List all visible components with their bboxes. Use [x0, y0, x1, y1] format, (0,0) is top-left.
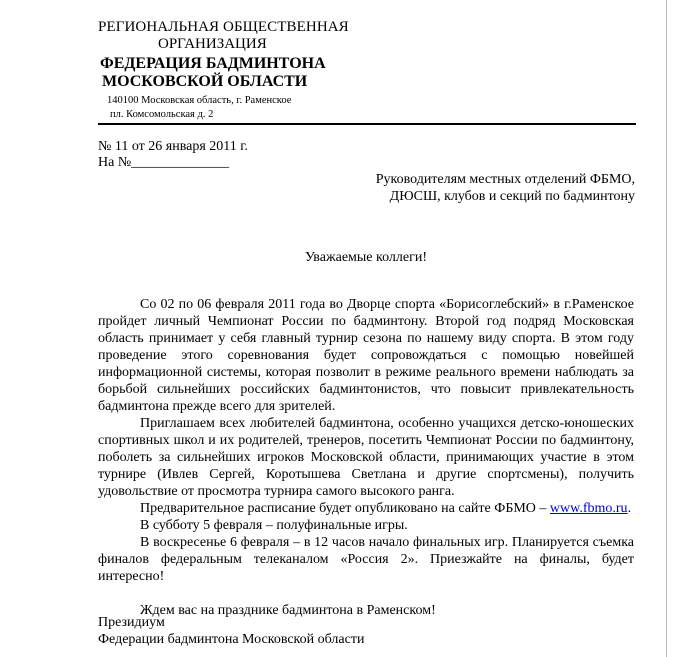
paragraph-2: Приглашаем всех любителей бадминтона, особенно учащихся детско-юношеских спортивных школ и их родителей, тренеров, посетить Чемпионат России по бадминтону, поболеть за сильнейших игроков Московской области, принимающих участие в этом турнире (Ивлев Сергей, Коротышева Светлана и другие спортсмены), получить удовольствие от просмотра турнира самого высокого ранга.: [98, 416, 634, 499]
org-name-line1: РЕГИОНАЛЬНАЯ ОБЩЕСТВЕННАЯ: [98, 19, 349, 35]
greeting: Уважаемые коллеги!: [304, 250, 428, 265]
signature-line2: Федерации бадминтона Московской области: [98, 632, 365, 647]
paragraph-5: В воскресенье 6 февраля – в 12 часов начало финальных игр. Планируется съемка финалов федеральным телеканалом «Россия 2». Приезжайте на финалы, будет интересно!: [98, 535, 634, 584]
paragraph-1: Со 02 по 06 февраля 2011 года во Дворце спорта «Борисоглебский» в г.Раменское пройдет личный Чемпионат России по бадминтону. Второй год подряд Московская область принимает у себя главный турнир сезона по нашему виду спорта. В этом году проведение этого соревнования будет сопровождаться с помощью новейшей информационной системы, которая позволит в режиме реального времени наблюдать за борьбой сильнейших российских бадминтонистов, что повысит привлекательность бадминтона прежде всего для зрителей.: [98, 297, 634, 414]
paragraph-3-end: .: [627, 501, 632, 516]
paragraph-3: [98, 500, 634, 517]
spacer: [98, 585, 634, 602]
page-edge: [666, 0, 667, 657]
federation-name-line1: ФЕДЕРАЦИЯ БАДМИНТОНА: [100, 55, 326, 72]
address-line2: пл. Комсомольская д. 2: [110, 109, 214, 120]
reference-number: На №______________: [98, 155, 230, 170]
letter-body: [98, 296, 634, 619]
address-line1: 140100 Московская область, г. Раменское: [107, 95, 292, 106]
document-reference: [98, 139, 248, 171]
page-margin: [667, 0, 682, 657]
paragraph-6: Ждем вас на празднике бадминтона в Раменском!: [140, 603, 436, 618]
website-link[interactable]: www.fbmo.ru: [549, 501, 628, 516]
signature-line1: Президиум: [98, 615, 165, 630]
addressee-block: [376, 171, 635, 205]
addressee-line1: Руководителям местных отделений ФБМО,: [375, 172, 635, 187]
paragraph-4: В субботу 5 февраля – полуфинальные игры.: [140, 518, 408, 533]
addressee-line2: ДЮСШ, клубов и секций по бадминтону: [389, 189, 635, 204]
letterhead: [98, 19, 398, 121]
document-number: № 11 от 26 января 2011 г.: [98, 139, 248, 154]
paragraph-3-text: Предварительное расписание будет опубликовано на сайте ФБМО –: [140, 501, 550, 516]
org-name-line2: ОРГАНИЗАЦИЯ: [158, 36, 267, 52]
federation-name-line2: МОСКОВСКОЙ ОБЛАСТИ: [102, 73, 308, 90]
header-divider: [98, 123, 636, 125]
signature-block: [98, 614, 364, 648]
